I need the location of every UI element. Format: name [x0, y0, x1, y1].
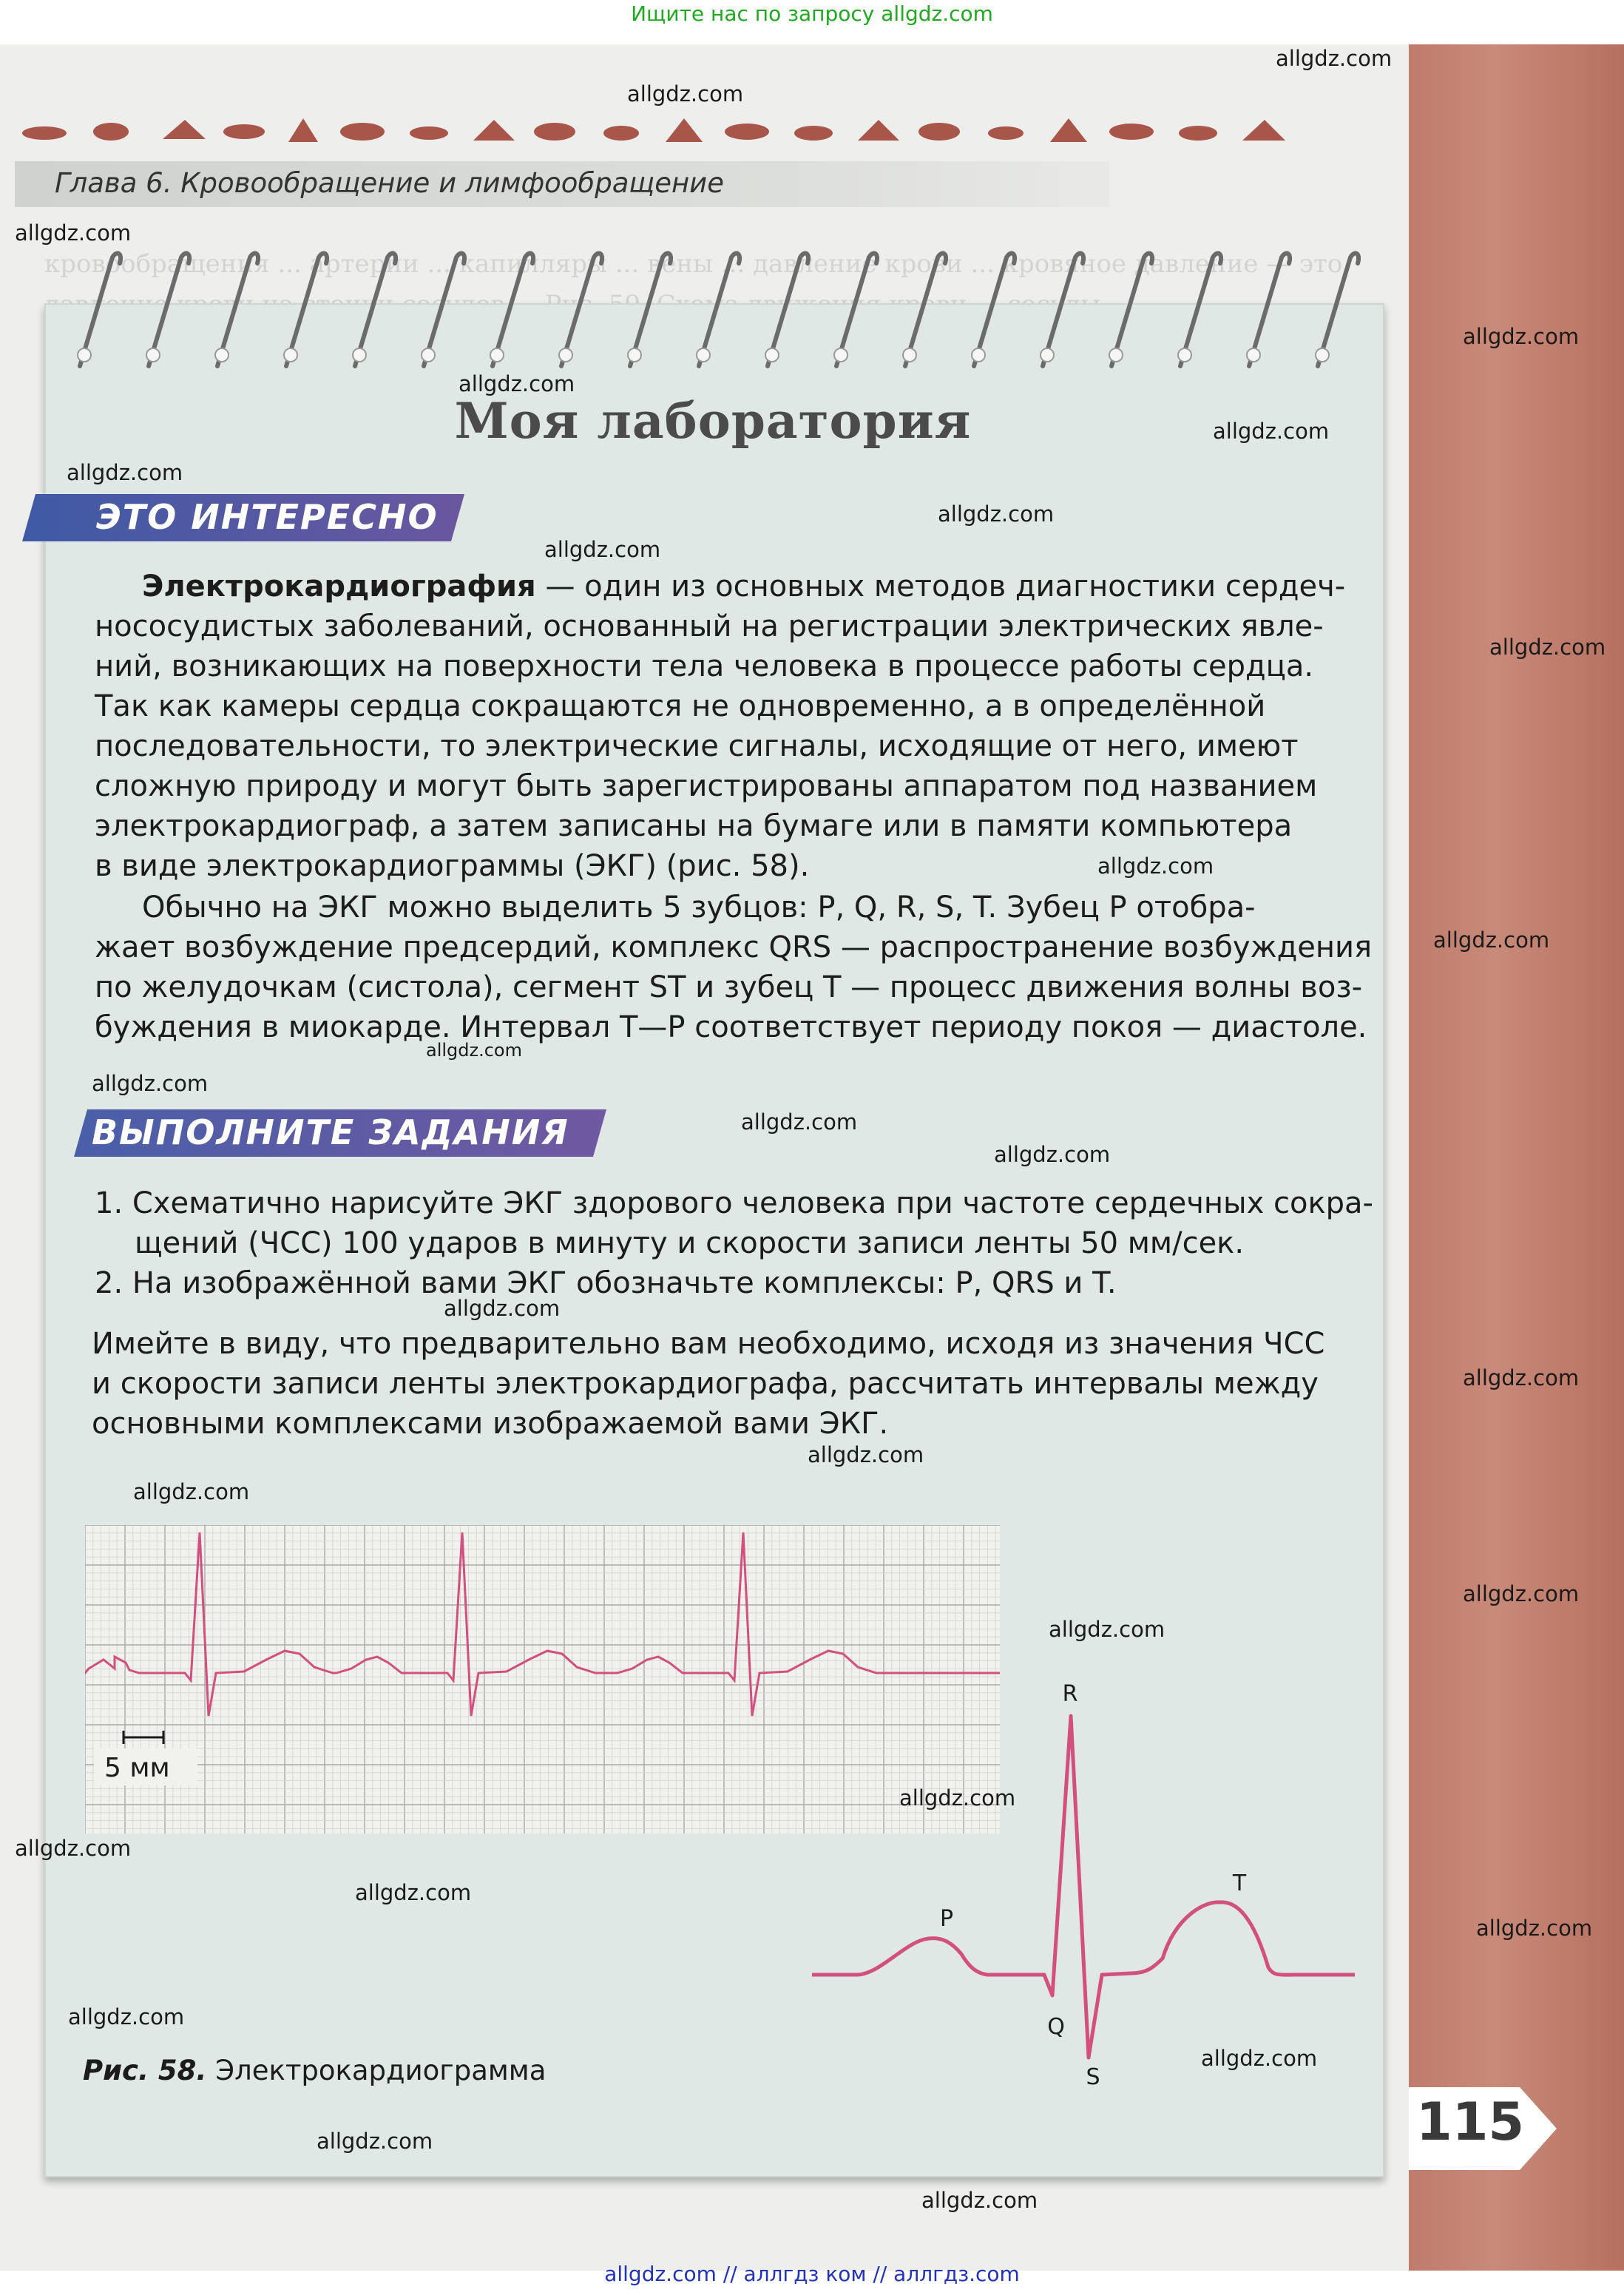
spiral-hole	[903, 348, 916, 362]
watermark[interactable]: allgdz.com	[426, 1040, 522, 1061]
watermark[interactable]: allgdz.com	[444, 1296, 561, 1321]
page-number: 115	[1416, 2092, 1525, 2152]
paragraph-ecg-waves	[95, 888, 1373, 1047]
ecg-complex-diagram	[806, 1679, 1361, 2093]
task-number: 1.	[95, 1186, 124, 1220]
watermark[interactable]: allgdz.com	[133, 1479, 250, 1504]
task-text: Схематично нарисуйте ЭКГ здорового человека при частоте сердечных сокра-	[132, 1186, 1373, 1220]
spiral-hole	[215, 348, 229, 362]
watermark[interactable]: allgdz.com	[1276, 46, 1393, 71]
label-s: S	[1086, 2064, 1100, 2090]
animal-silhouettes-decor	[15, 109, 1302, 154]
paragraph-line: нососудистых заболеваний, основанный на регистрации электрических явле-	[95, 609, 1324, 643]
watermark[interactable]: allgdz.com	[1049, 1617, 1165, 1642]
paragraph-line: электрокардиограф, а затем записаны на бумаге или в памяти компьютера	[95, 809, 1293, 843]
watermark[interactable]: allgdz.com	[317, 2129, 433, 2154]
chapter-title: Глава 6. Кровообращение и лимфообращение	[55, 167, 724, 199]
task-line: щений (ЧСС) 100 ударов в минуту и скорости записи ленты 50 мм/сек.	[135, 1226, 1245, 1260]
spiral-hole	[284, 348, 297, 362]
watermark[interactable]: allgdz.com	[1433, 927, 1550, 953]
label-r: R	[1062, 1681, 1078, 1707]
spiral-hole	[765, 348, 779, 362]
spiral-hole	[559, 348, 572, 362]
watermark[interactable]: allgdz.com	[355, 1880, 472, 1905]
footer-links[interactable]: allgdz.com // аллгдз ком // аллгдз.com	[604, 2262, 1020, 2286]
spiral-hole	[1247, 348, 1260, 362]
watermark[interactable]: allgdz.com	[1463, 1581, 1580, 1606]
paragraph-line: жает возбуждение предсердий, комплекс QRS — распространение возбуждения	[95, 930, 1373, 964]
watermark[interactable]: allgdz.com	[1201, 2046, 1318, 2071]
top-note[interactable]: Ищите нас по запросу allgdz.com	[631, 1, 993, 26]
figure-caption	[83, 2051, 546, 2091]
spiral-hole	[972, 348, 985, 362]
watermark[interactable]: allgdz.com	[921, 2188, 1038, 2213]
label-q: Q	[1047, 2014, 1065, 2040]
spiral-hole	[834, 348, 847, 362]
bleed-through-background-text: кровообращения ... артерии ... капилляры ... вены ... давление крови ... кровяное давление — это	[44, 249, 1343, 279]
watermark[interactable]: allgdz.com	[938, 501, 1055, 527]
paragraph-line: Так как камеры сердца сокращаются не одновременно, а в определённой	[95, 689, 1266, 723]
label-t: T	[1232, 1870, 1247, 1896]
watermark[interactable]: allgdz.com	[741, 1109, 858, 1135]
watermark[interactable]: allgdz.com	[1463, 1365, 1580, 1390]
watermark[interactable]: allgdz.com	[627, 81, 744, 107]
spiral-hole	[422, 348, 435, 362]
spiral-hole	[628, 348, 641, 362]
label-p: P	[939, 1906, 954, 1932]
paragraph-line: буждения в миокарде. Интервал T—P соответствует периоду покоя — диастоле.	[95, 1010, 1367, 1044]
spiral-hole	[1316, 348, 1329, 362]
term-electrocardiography: Электрокардиография	[142, 569, 536, 604]
spiral-hole	[78, 348, 91, 362]
task-line	[95, 1263, 1337, 1303]
watermark[interactable]: allgdz.com	[1463, 324, 1580, 349]
task-list	[95, 1183, 1373, 1303]
task-text: На изображённой вами ЭКГ обозначьте комплексы: P, QRS и T.	[132, 1266, 1117, 1300]
paragraph-line: сложную природу и могут быть зарегистрированы аппаратом под названием	[95, 769, 1318, 803]
paragraph-line: последовательности, то электрические сигналы, исходящие от него, имеют	[95, 729, 1299, 763]
spiral-hole	[353, 348, 366, 362]
paragraph-line: ний, возникающих на поверхности тела человека в процессе работы сердца.	[95, 649, 1314, 683]
task-line	[95, 1183, 1373, 1223]
watermark[interactable]: allgdz.com	[68, 2004, 185, 2029]
watermark[interactable]: allgdz.com	[1476, 1916, 1593, 1941]
task-item-2	[95, 1263, 1337, 1303]
note-line: Имейте в виду, что предварительно вам необходимо, исходя из значения ЧСС	[92, 1327, 1325, 1361]
paragraph-line	[95, 567, 1346, 606]
ecg-complex-trace	[812, 1716, 1355, 2058]
watermark[interactable]: allgdz.com	[15, 1836, 132, 1861]
spiral-hole	[146, 348, 160, 362]
paragraph-line: Обычно на ЭКГ можно выделить 5 зубцов: P, Q, R, S, T. Зубец P отобра-	[142, 890, 1256, 925]
watermark[interactable]: allgdz.com	[808, 1442, 924, 1467]
paragraph-ecg-definition	[95, 567, 1346, 886]
watermark[interactable]: allgdz.com	[1097, 854, 1214, 879]
watermark[interactable]: allgdz.com	[92, 1071, 209, 1096]
watermark[interactable]: allgdz.com	[15, 220, 132, 246]
section-interesting-title: ЭТО ИНТЕРЕСНО	[96, 497, 439, 537]
watermark[interactable]: allgdz.com	[67, 460, 183, 485]
lab-title: Моя лаборатория	[454, 392, 972, 450]
spiral-hole	[697, 348, 710, 362]
paragraph-line-text: — один из основных методов диагностики сердеч-	[535, 569, 1346, 604]
watermark[interactable]: allgdz.com	[544, 537, 661, 562]
note-line: и скорости записи ленты электрокардиографа, рассчитать интервалы между	[92, 1367, 1319, 1401]
paragraph-line: по желудочкам (систола), сегмент ST и зубец T — процесс движения волны воз-	[95, 970, 1363, 1004]
watermark[interactable]: allgdz.com	[899, 1785, 1016, 1811]
spiral-hole	[1178, 348, 1191, 362]
spiral-hole	[1109, 348, 1123, 362]
watermark[interactable]: allgdz.com	[1213, 419, 1330, 444]
task-number: 2.	[95, 1266, 124, 1300]
watermark[interactable]: allgdz.com	[994, 1142, 1111, 1167]
spiral-hole	[490, 348, 504, 362]
figure-caption-text: Электрокардиограмма	[215, 2055, 547, 2086]
task-note	[92, 1324, 1349, 1444]
paragraph-line: в виде электрокардиограммы (ЭКГ) (рис. 58).	[95, 849, 810, 883]
section-tasks-title: ВЫПОЛНИТЕ ЗАДАНИЯ	[92, 1112, 569, 1152]
figure-caption-label: Рис. 58.	[83, 2055, 207, 2086]
watermark[interactable]: allgdz.com	[1489, 635, 1606, 660]
watermark[interactable]: allgdz.com	[459, 371, 575, 396]
scale-label: 5 мм	[104, 1753, 170, 1783]
task-item-1	[95, 1183, 1373, 1263]
spiral-binding	[44, 244, 1381, 370]
spiral-hole	[1041, 348, 1054, 362]
note-line: основными комплексами изображаемой вами ЭКГ.	[92, 1407, 889, 1441]
